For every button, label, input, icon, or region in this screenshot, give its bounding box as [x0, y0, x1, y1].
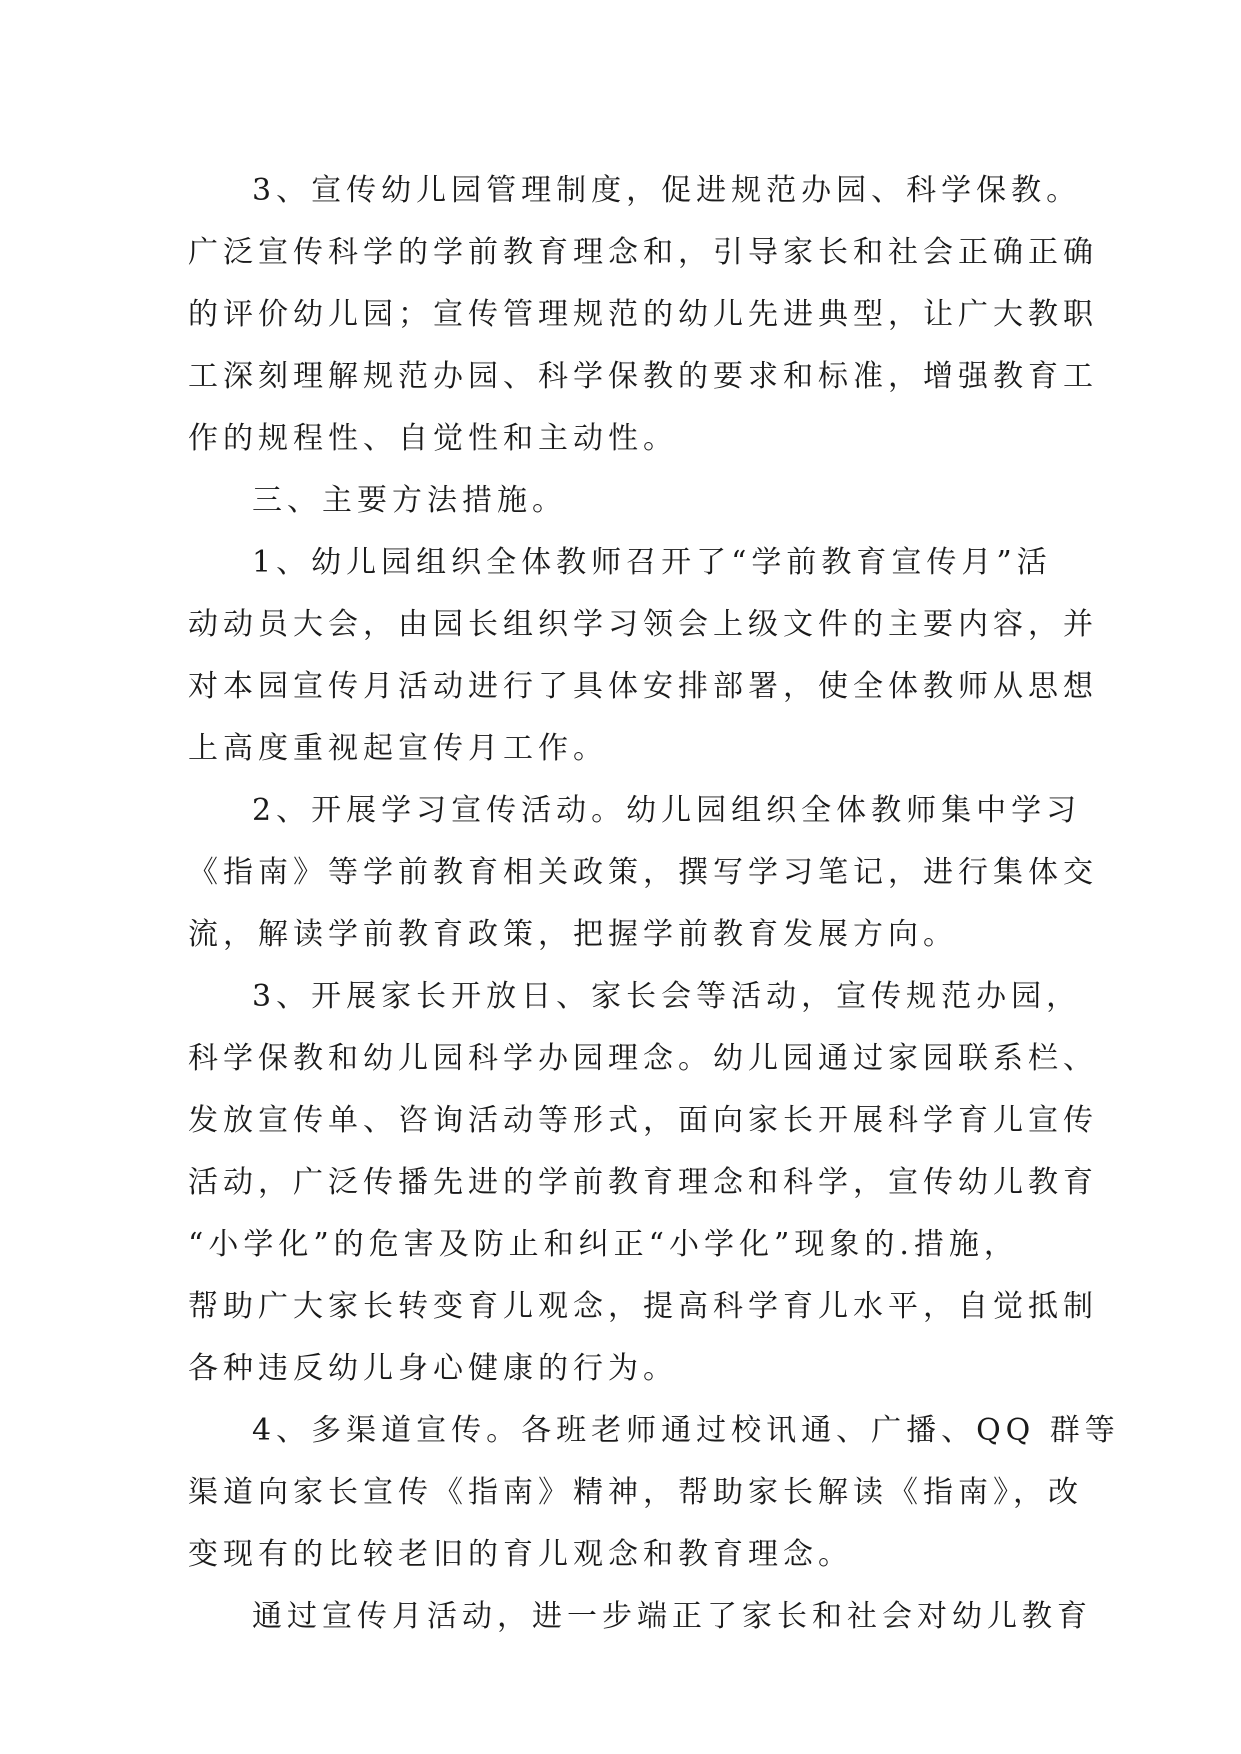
paragraph-line: 的评价幼儿园；宣传管理规范的幼儿先进典型，让广大教职: [188, 297, 1098, 332]
paragraph-line: 科学保教和幼儿园科学办园理念。幼儿园通过家园联系栏、: [188, 1041, 1098, 1076]
paragraph-line: 各种违反幼儿身心健康的行为。: [188, 1351, 678, 1386]
paragraph-line: 广泛宣传科学的学前教育理念和，引导家长和社会正确正确: [188, 235, 1098, 270]
document-body: [188, 160, 1120, 1648]
paragraph-line: 4、多渠道宣传。各班老师通过校讯通、广播、QQ 群等: [252, 1413, 1120, 1448]
paragraph-line: 帮助广大家长转变育儿观念，提高科学育儿水平，自觉抵制: [188, 1289, 1098, 1324]
paragraph-line: 动动员大会，由园长组织学习领会上级文件的主要内容，并: [188, 607, 1098, 642]
paragraph-line: 通过宣传月活动，进一步端正了家长和社会对幼儿教育: [252, 1599, 1092, 1634]
paragraph-line: 1、幼儿园组织全体教师召开了“学前教育宣传月”活: [252, 545, 1052, 580]
paragraph-line: “小学化”的危害及防止和纠正“小学化”现象的.措施，: [188, 1227, 1019, 1262]
paragraph-line: 工深刻理解规范办园、科学保教的要求和标准，增强教育工: [188, 359, 1098, 394]
paragraph-line: 3、开展家长开放日、家长会等活动，宣传规范办园，: [252, 979, 1082, 1014]
section-heading: 三、主要方法措施。: [252, 483, 567, 518]
paragraph-line: 作的规程性、自觉性和主动性。: [188, 421, 678, 456]
paragraph-line: 渠道向家长宣传《指南》精神，帮助家长解读《指南》，改: [188, 1475, 1083, 1510]
paragraph-line: 变现有的比较老旧的育儿观念和教育理念。: [188, 1537, 853, 1572]
paragraph-line: 活动，广泛传播先进的学前教育理念和科学，宣传幼儿教育: [188, 1165, 1098, 1200]
paragraph-line: 发放宣传单、咨询活动等形式，面向家长开展科学育儿宣传: [188, 1103, 1098, 1138]
paragraph-line: 上高度重视起宣传月工作。: [188, 731, 608, 766]
paragraph-line: 《指南》等学前教育相关政策，撰写学习笔记，进行集体交: [188, 855, 1098, 890]
paragraph-line: 2、开展学习宣传活动。幼儿园组织全体教师集中学习: [252, 793, 1082, 828]
paragraph-line: 对本园宣传月活动进行了具体安排部署，使全体教师从思想: [188, 669, 1098, 704]
paragraph-line: 3、宣传幼儿园管理制度，促进规范办园、科学保教。: [252, 173, 1082, 208]
paragraph-line: 流，解读学前教育政策，把握学前教育发展方向。: [188, 917, 958, 952]
